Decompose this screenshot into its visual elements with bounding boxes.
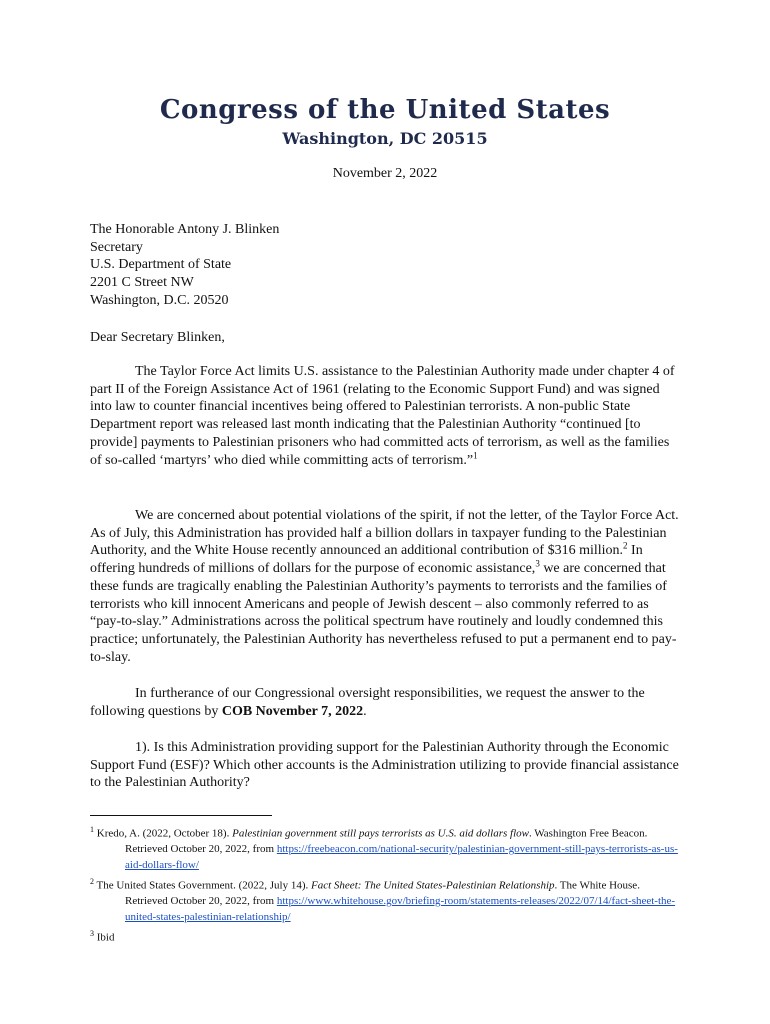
footnote-number: 2: [90, 877, 94, 887]
recipient-city: Washington, D.C. 20520: [90, 292, 229, 308]
salutation: Dear Secretary Blinken,: [90, 330, 225, 345]
recipient-department: U.S. Department of State: [90, 257, 232, 273]
question-1-text: 1). Is this Administration providing support for the Palestinian Authority through the Economic Support Fund (ESF)? Which other accounts is the Administration utilizing to provide financial assistance to the Palestinian Authority?: [90, 740, 679, 791]
letter-date: November 2, 2022: [332, 166, 438, 181]
deadline-date: COB November 7, 2022: [221, 703, 364, 719]
paragraph-2-text-b: In offering hundreds of millions of dollars for the purpose of economic assistance,: [90, 543, 643, 577]
paragraph-3-text-b: .: [363, 703, 367, 719]
question-1: [90, 739, 680, 792]
footnote-text: Ibid: [94, 931, 115, 944]
recipient-street: 2201 C Street NW: [90, 275, 194, 291]
paragraph-3: [90, 685, 680, 720]
footnote-link[interactable]: https://freebeacon.com/national-security/palestinian-government-still-pays-terrorists-as-us-aid-dollars-flow/: [125, 843, 678, 871]
letterhead: [0, 94, 770, 150]
recipient-address: [90, 221, 680, 310]
footnote-ref-3[interactable]: 3: [535, 558, 540, 569]
footnotes: [90, 822, 680, 947]
footnote-text: The United States Government. (2022, July 14).: [94, 879, 312, 892]
footnote-divider: [90, 815, 272, 816]
footnote-text: . Washington Free Beacon. Retrieved October 20, 2022, from: [125, 827, 648, 856]
footnote-2: [90, 874, 680, 925]
recipient-name: The Honorable Antony J. Blinken: [90, 222, 280, 237]
letterhead-subtitle: Washington, DC 20515: [282, 129, 488, 148]
paragraph-1-text: The Taylor Force Act limits U.S. assistance to the Palestinian Authority made under chapter 4 of part II of the Foreign Assistance Act of 1961 (relating to the Economic Support Fund) and was signed into law to counter financial incentives being offered to Palestinian terrorists. A non-public State Department report was released last month indicating that the Palestinian Authority “continued [to provide] payments to Palestinian prisoners who had committed acts of terrorism, as well as the families of so-called ‘martyrs’ who died while committing acts of terrorism.”: [90, 364, 675, 468]
footnote-text: . The White House. Retrieved October 20, 2022, from: [125, 879, 640, 908]
footnote-number: 3: [90, 929, 94, 939]
paragraph-2-text-c: we are concerned that these funds are tragically enabling the Palestinian Authority’s payments to terrorists and the families of terrorists who kill innocent Americans and people of Jewish descent – also commonly referred to as “pay-to-slay.” Administrations across the political spectrum have routinely and loudly condemned this practice; unfortunately, the Palestinian Authority has nevertheless refused to put a permanent end to pay-to-slay.: [90, 561, 677, 665]
paragraph-1: [90, 363, 680, 469]
letterhead-title: Congress of the United States: [159, 95, 611, 125]
paragraph-2: [90, 507, 680, 666]
footnote-title: Fact Sheet: The United States-Palestinian Relationship: [311, 879, 555, 892]
footnote-text: Kredo, A. (2022, October 18).: [94, 827, 233, 840]
footnote-ref-2[interactable]: 2: [623, 540, 628, 551]
footnote-number: 1: [90, 825, 94, 834]
footnote-title: Palestinian government still pays terrorists as U.S. aid dollars flow: [232, 827, 529, 840]
paragraph-2-text-a: We are concerned about potential violations of the spirit, if not the letter, of the Taylor Force Act. As of July, this Administration has provided half a billion dollars in taxpayer funding to the Palestinian Authority, and the White House recently announced an additional contribution of $316 million.: [90, 508, 679, 559]
footnote-3: [90, 926, 680, 946]
footnote-link[interactable]: https://www.whitehouse.gov/briefing-room/statements-releases/2022/07/14/fact-sheet-the-united-states-palestinian-relationship/: [125, 895, 676, 923]
paragraph-3-text-a: In furtherance of our Congressional oversight responsibilities, we request the answer to the following questions by: [90, 686, 645, 719]
footnote-ref-1[interactable]: 1: [473, 449, 478, 460]
recipient-title: Secretary: [90, 239, 143, 255]
footnote-1: [90, 822, 680, 873]
